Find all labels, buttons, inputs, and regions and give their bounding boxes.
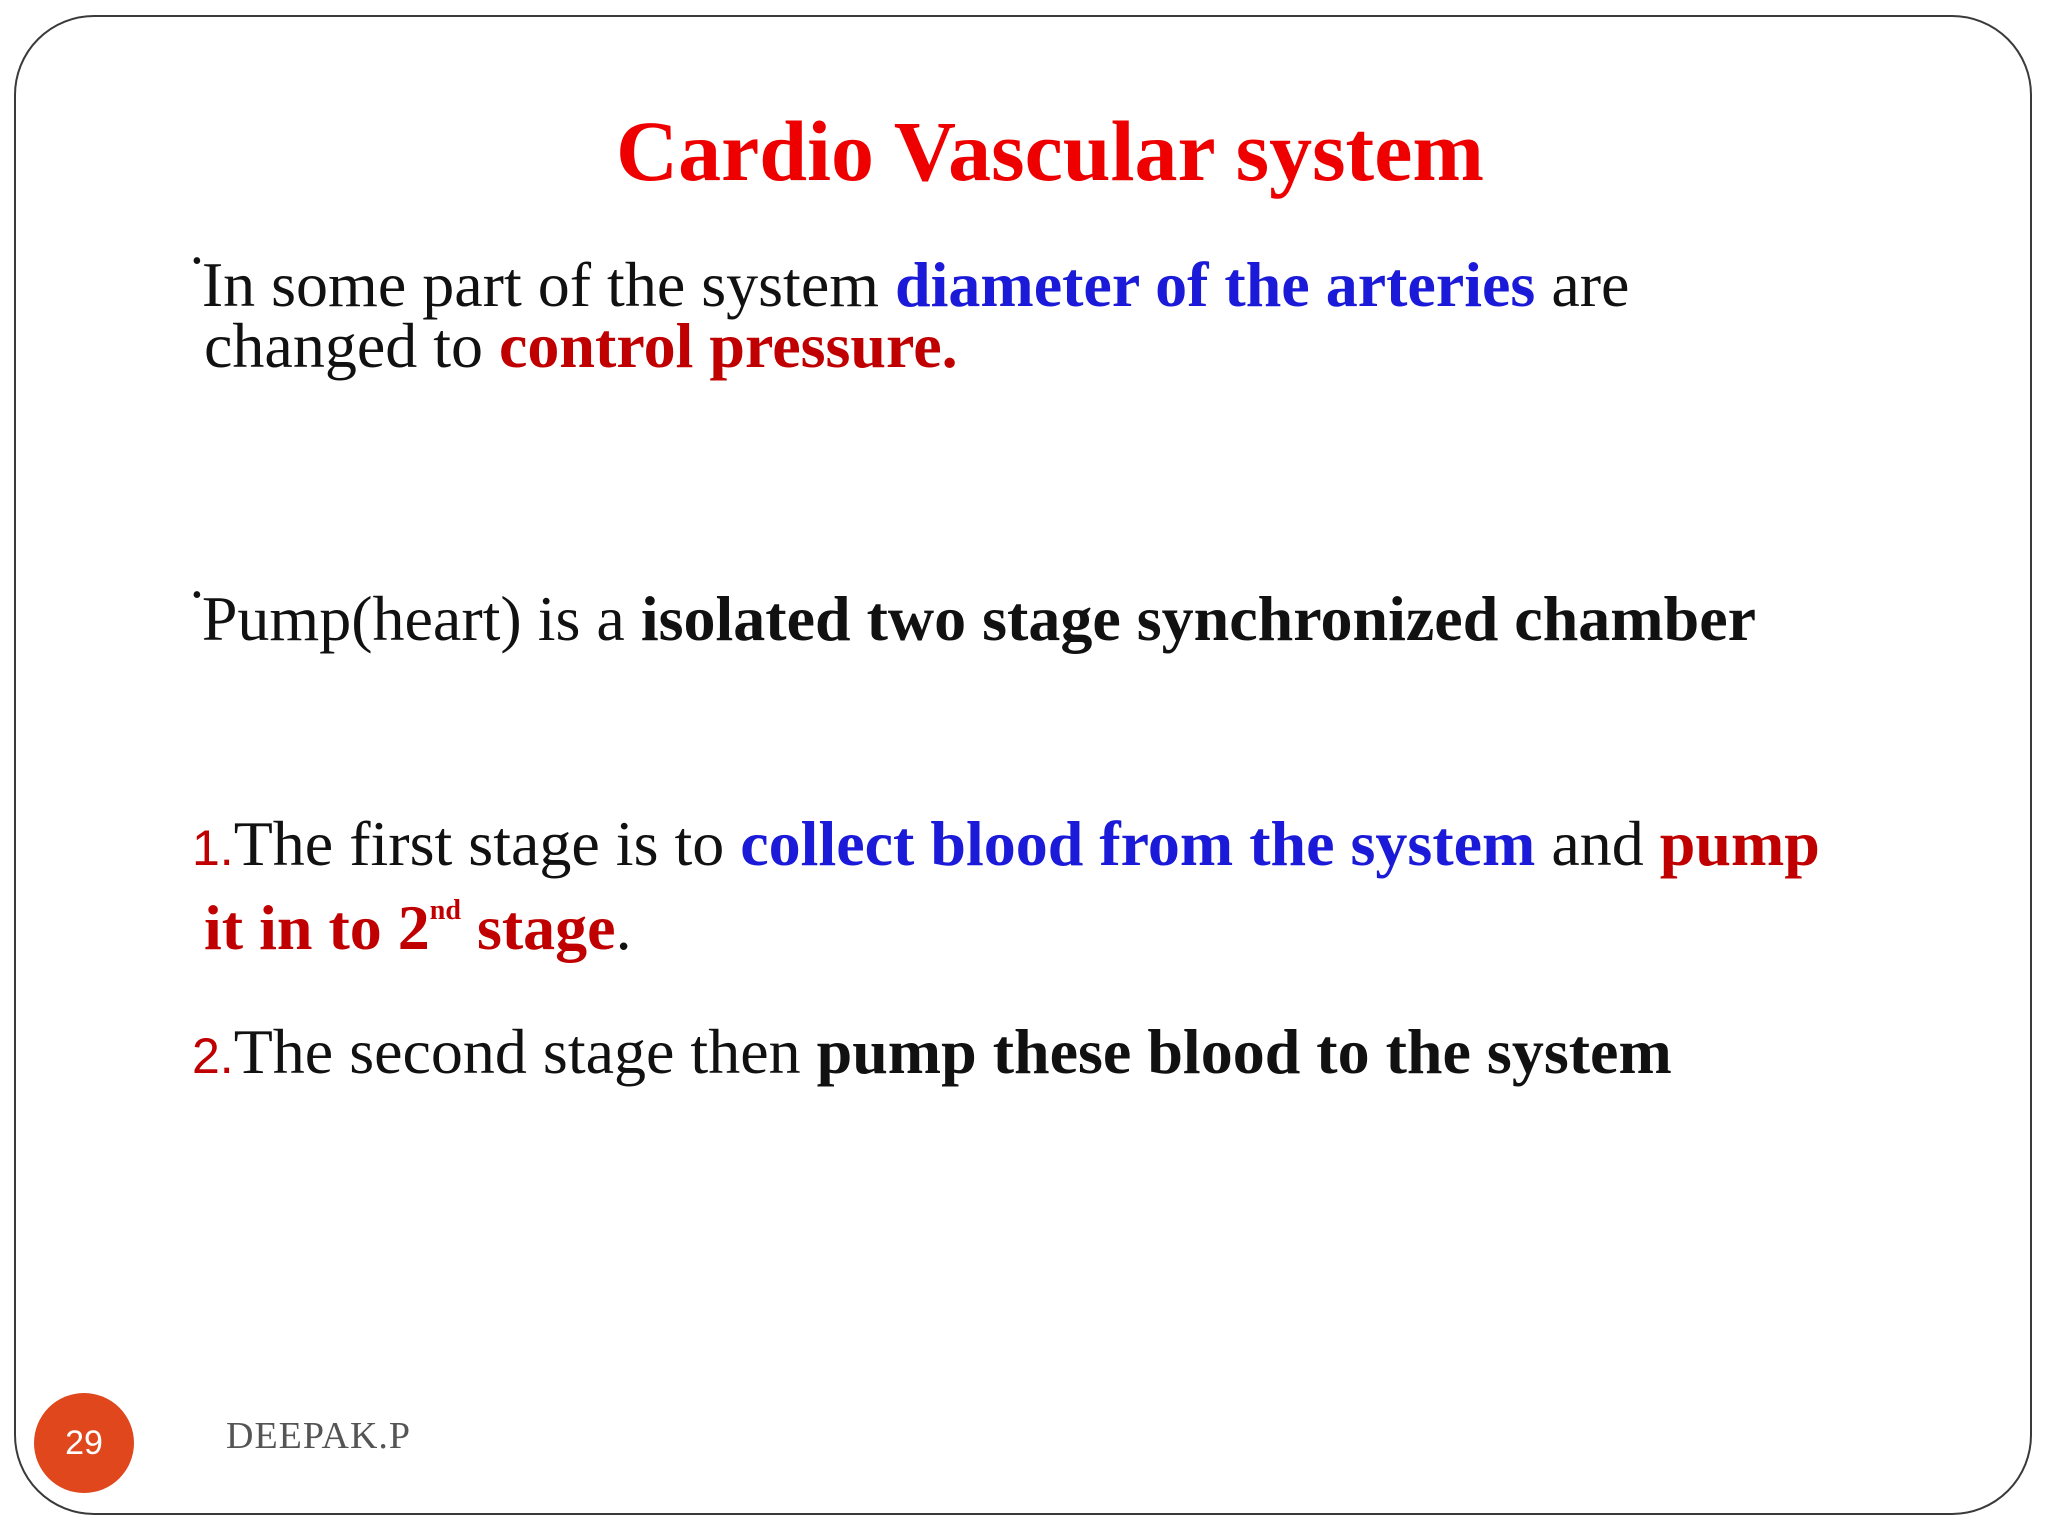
numbered-item-1-line-2	[204, 886, 632, 970]
slide-number-badge: 29	[34, 1393, 134, 1493]
bullet-2-emphasis: isolated two stage synchronized chamber	[640, 583, 1756, 654]
bullet-1-text-c: changed to	[204, 310, 499, 381]
author-footer: DEEPAK.P	[226, 1415, 412, 1457]
item-1-emphasis-stage-a: it in to 2	[204, 892, 430, 963]
slide-title: Cardio Vascular system	[615, 103, 1485, 199]
bullet-1-text-b: are	[1535, 249, 1630, 320]
item-2-number: 2.	[192, 1028, 234, 1084]
item-2-emphasis: pump these blood to the system	[816, 1016, 1672, 1087]
item-1-ordinal-suffix: nd	[429, 895, 461, 926]
bullet-dot: •	[192, 580, 202, 611]
item-1-period: .	[615, 892, 632, 963]
bullet-2	[192, 554, 1756, 661]
numbered-item-2	[192, 1010, 1672, 1098]
bullet-dot: •	[192, 246, 202, 277]
item-2-text-a: The second stage then	[233, 1016, 817, 1087]
bullet-1-line-2	[204, 304, 958, 388]
item-1-emphasis-stage-b: stage	[460, 892, 616, 963]
bullet-1-emphasis-pressure: control pressure.	[499, 310, 958, 381]
item-1-number: 1.	[192, 820, 234, 876]
item-1-emphasis-pump: pump	[1659, 808, 1820, 879]
item-1-text-b: and	[1535, 808, 1660, 879]
item-1-text-a: The first stage is to	[233, 808, 741, 879]
bullet-1-text-a: In some part of the system	[201, 249, 895, 320]
bullet-1-emphasis-arteries: diameter of the arteries	[895, 249, 1536, 320]
numbered-item-1	[192, 802, 1820, 890]
bullet-2-text-a: Pump(heart) is a	[201, 583, 641, 654]
item-1-emphasis-collect: collect blood from the system	[740, 808, 1536, 879]
